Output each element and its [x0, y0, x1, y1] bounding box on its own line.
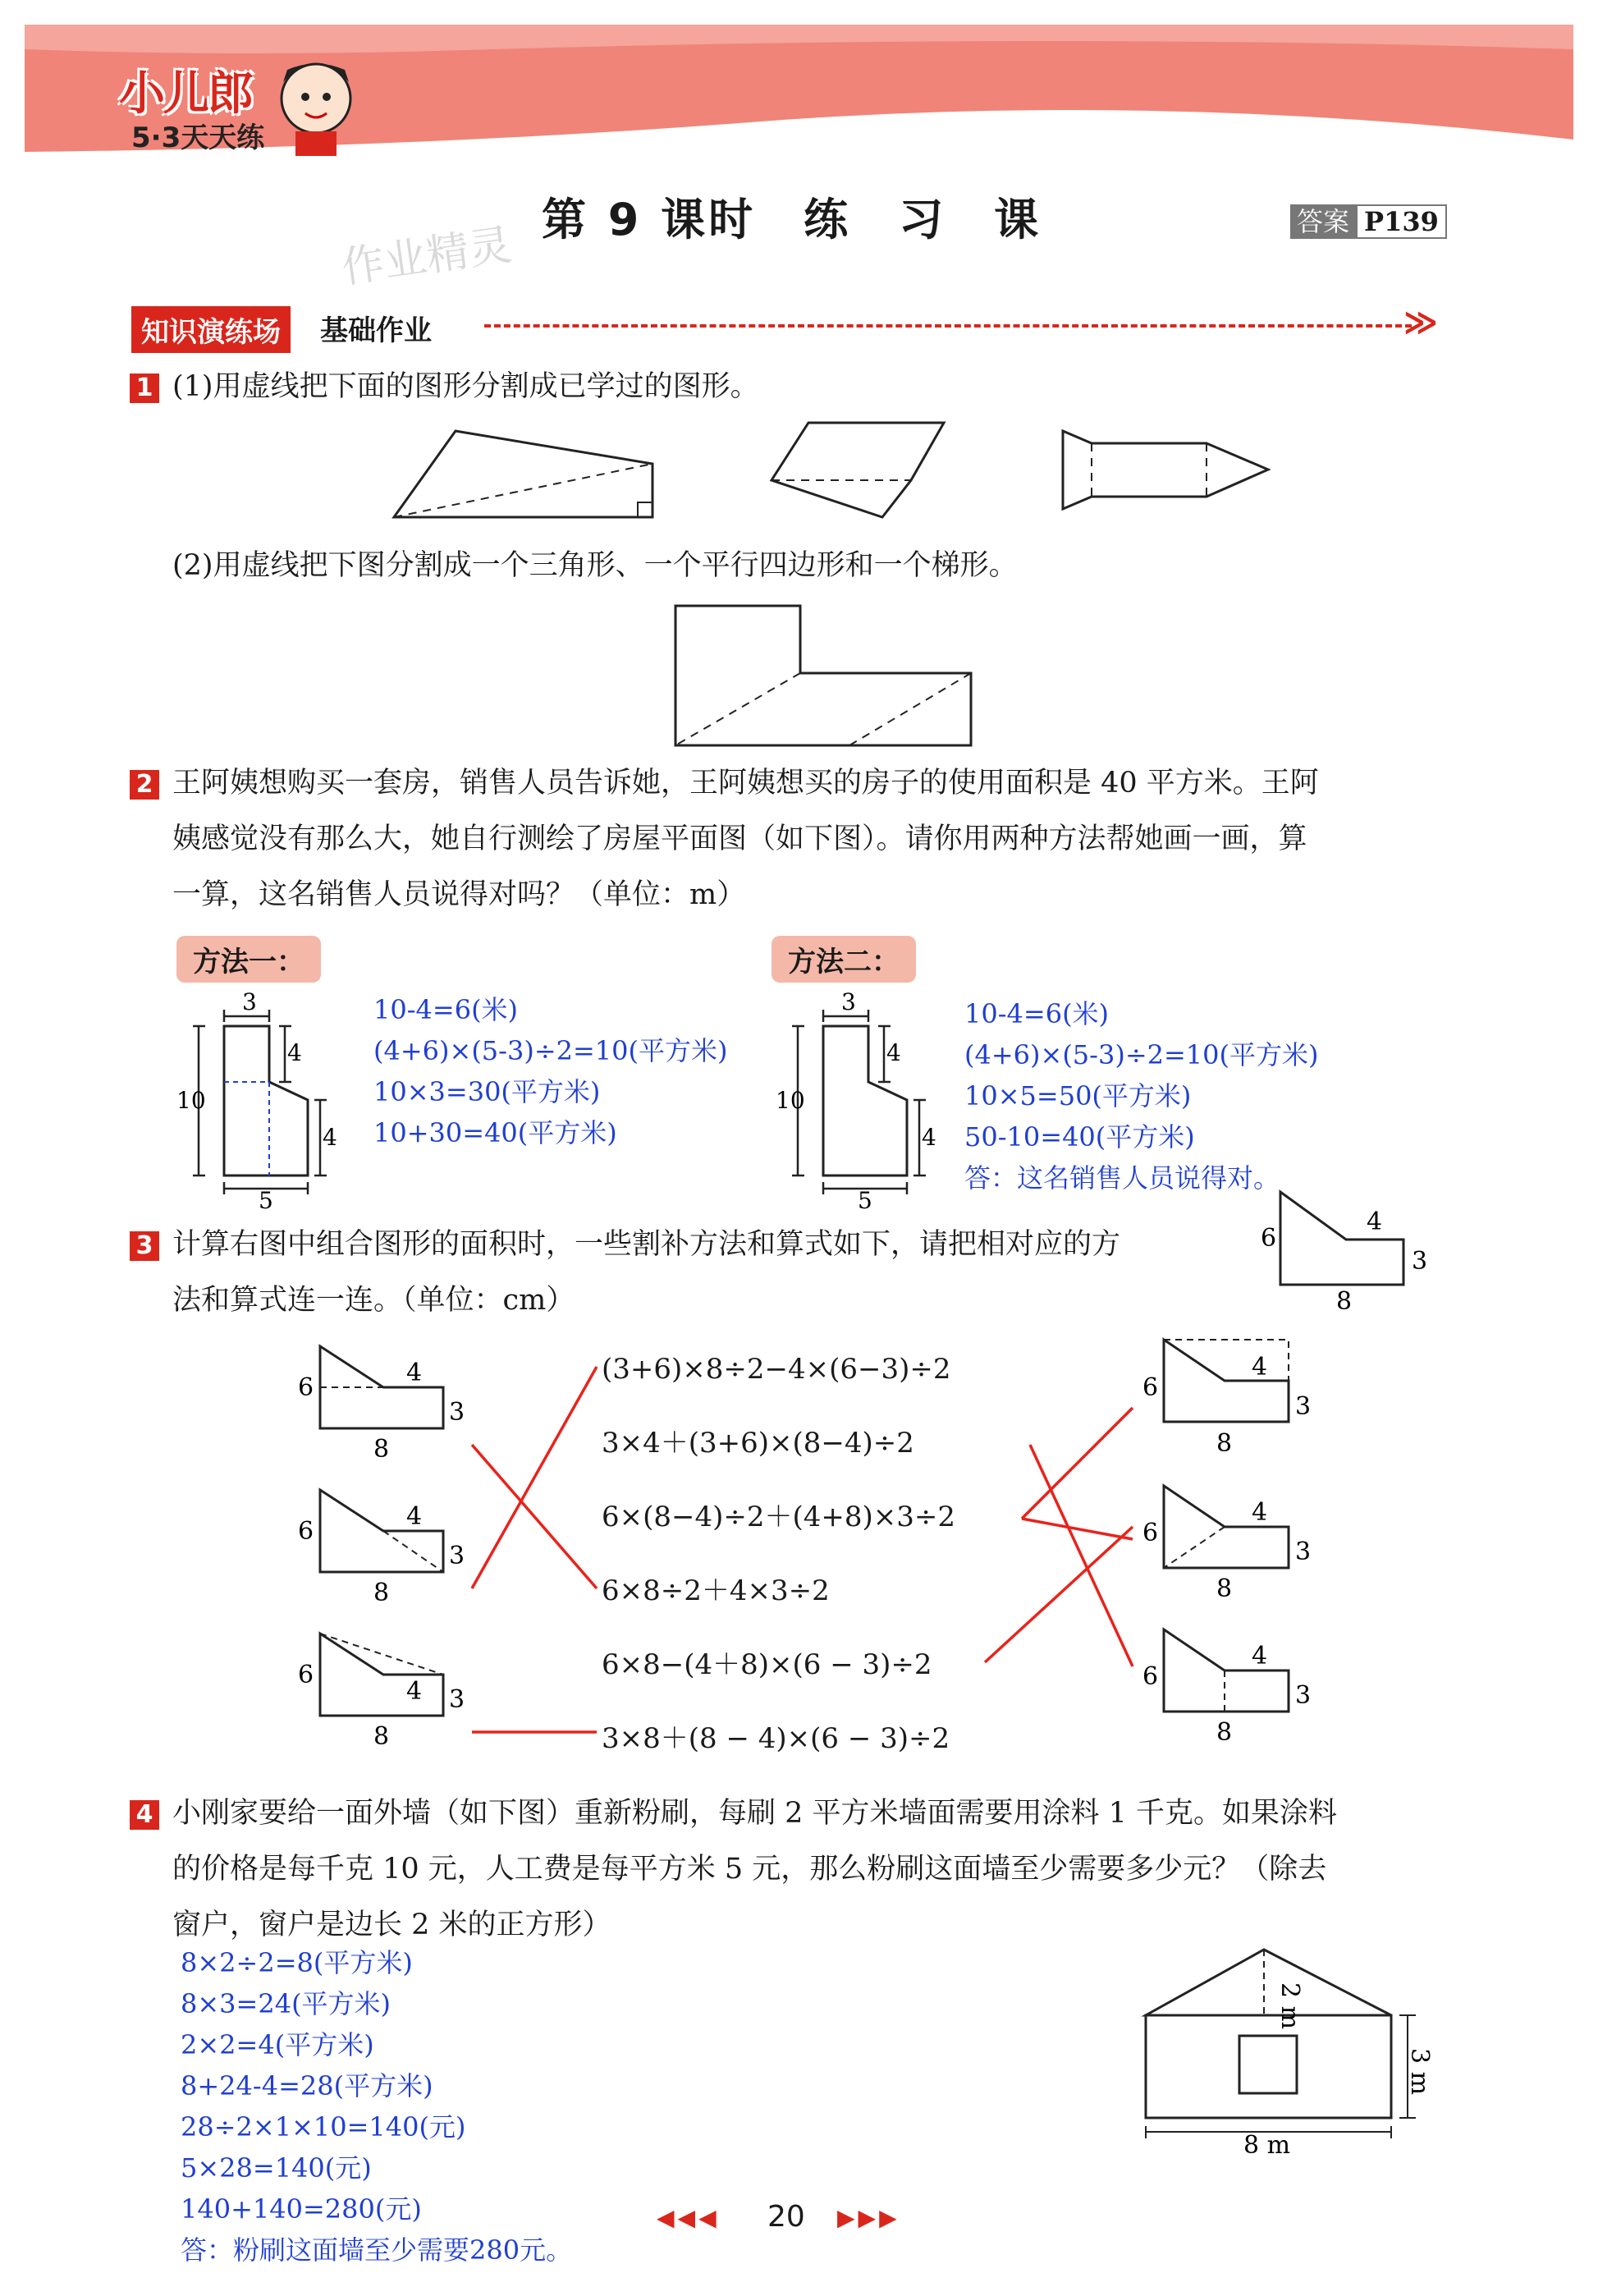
section-subtitle: 基础作业: [320, 314, 432, 347]
q3-l1-dim-top: 4: [406, 1359, 423, 1387]
method2-label: 方法二：: [772, 936, 916, 983]
q3-l3-dim-bottom: 8: [373, 1722, 390, 1751]
q3-ref-dim-bottom: 8: [1336, 1287, 1353, 1313]
page-prev-arrows-icon: ◀◀◀: [657, 2204, 720, 2231]
section-label: 知识演练场: [131, 306, 291, 353]
method1-label: 方法一：: [176, 936, 321, 983]
question-number-2: 2: [130, 770, 159, 800]
q4-step-5: 28÷2×1×10=140(元): [181, 2111, 466, 2142]
q1-shape-pentagon: [772, 423, 944, 517]
q4-line-1: 小刚家要给一面外墙（如下图）重新粉刷，每刷 2 平方米墙面需要用涂料 1 千克。如果涂料: [172, 1797, 1338, 1830]
q3-l3-dim-left: 6: [298, 1661, 314, 1689]
match-line-r2: [1022, 1519, 1133, 1539]
q3-formula-5: 6×8−(4＋8)×(6 − 3)÷2: [602, 1648, 932, 1681]
q2-dim2-bottom: 5: [858, 1187, 872, 1211]
q1-part1-text: (1)用虚线把下面的图形分割成已学过的图形。: [172, 370, 759, 403]
mascot-icon: [282, 64, 350, 133]
q2-dim-upper-right: 4: [287, 1039, 302, 1066]
q3-r1-dim-top: 4: [1252, 1353, 1268, 1382]
q1-shape-arrow: [1063, 431, 1268, 509]
q2-line-1: 王阿姨想购买一套房，销售人员告诉她，王阿姨想买的房子的使用面积是 40 平方米。王阿: [172, 767, 1319, 800]
q3-l1-dim-right: 3: [449, 1398, 465, 1427]
q4-step-7: 140+140=280(元): [181, 2193, 422, 2225]
page-next-arrows-icon: ▶▶▶: [837, 2204, 900, 2231]
q3-formula-4: 6×8÷2＋4×3÷2: [602, 1574, 830, 1607]
q2-line-3: 一算，这名销售人员说得对吗？（单位：m）: [172, 878, 746, 911]
method1-step-2: (4+6)×(5-3)÷2=10(平方米): [373, 1035, 728, 1066]
q4-step-1: 8×2÷2=8(平方米): [181, 1947, 413, 1978]
match-line-l2: [472, 1367, 597, 1588]
q3-r2-dim-top: 4: [1252, 1498, 1268, 1527]
q3-formula-2: 3×4＋(3+6)×(8−4)÷2: [602, 1427, 914, 1460]
q3-l3-dim-top: 4: [406, 1677, 423, 1706]
match-line-r4: [985, 1527, 1133, 1662]
q1-shape-trapezoid: [394, 431, 652, 517]
section-arrow-icon: ≫: [1403, 304, 1438, 341]
q3-r1-dim-right: 3: [1295, 1392, 1312, 1421]
q2-dim-height: 10: [176, 1087, 206, 1114]
answer-reference: [1290, 201, 1447, 239]
q2-dim2-lower-right: 4: [922, 1124, 936, 1151]
method2-work: [964, 993, 1319, 1198]
q2-dim-top: 3: [242, 988, 257, 1015]
q2-floorplan-1: [176, 985, 369, 1211]
match-line-l1: [472, 1445, 597, 1588]
page-title: 第 9 课时 练 习 课: [542, 194, 1042, 245]
question-number-4: 4: [130, 1800, 159, 1830]
q3-r1-dim-left: 6: [1142, 1373, 1159, 1402]
q4-dim-wall: 3 m: [1405, 2048, 1434, 2096]
q3-r3-dim-top: 4: [1252, 1642, 1268, 1670]
q4-dim-base: 8 m: [1243, 2131, 1291, 2155]
method1-step-4: 10+30=40(平方米): [373, 1117, 617, 1148]
method2-answer: 答：这名销售人员说得对。: [964, 1162, 1280, 1194]
method1-step-1: 10-4=6(米): [373, 994, 519, 1025]
q3-ref-dim-right: 3: [1412, 1247, 1428, 1276]
method2-step-2: (4+6)×(5-3)÷2=10(平方米): [964, 1039, 1319, 1070]
method1-work: [373, 989, 728, 1153]
q3-r2-dim-right: 3: [1295, 1538, 1312, 1566]
q1-part2-text: (2)用虚线把下图分割成一个三角形、一个平行四边形和一个梯形。: [172, 549, 1018, 582]
q3-l1-dim-bottom: 8: [373, 1435, 390, 1464]
q4-line-2: 的价格是每千克 10 元，人工费是每平方米 5 元，那么粉刷这面墙至少需要多少元？（除去: [172, 1853, 1327, 1886]
q3-ref-dim-top: 4: [1367, 1208, 1383, 1236]
q2-floorplan-2: [776, 985, 968, 1211]
method1-step-3: 10×3=30(平方米): [373, 1076, 601, 1107]
q3-line-1: 计算右图中组合图形的面积时，一些割补方法和算式如下，请把相对应的方: [172, 1228, 1121, 1261]
q2-dim-lower-right: 4: [323, 1124, 337, 1151]
q3-left-shapes: [291, 1338, 488, 1765]
answer-page: P139: [1356, 204, 1447, 239]
q3-l2-dim-top: 4: [406, 1502, 423, 1531]
q3-l3-dim-right: 3: [449, 1685, 465, 1714]
answer-label: 答案: [1290, 204, 1356, 239]
match-line-r1: [1022, 1408, 1133, 1519]
q3-reference-shape: [1256, 1182, 1445, 1313]
q3-l2-dim-left: 6: [298, 1517, 314, 1546]
q2-dim2-height: 10: [776, 1087, 805, 1114]
question-number-3: 3: [130, 1231, 159, 1261]
watermark: 作业精灵: [338, 220, 515, 294]
q4-step-4: 8+24-4=28(平方米): [181, 2070, 433, 2101]
q3-line-2: 法和算式连一连。（单位：cm）: [172, 1284, 575, 1317]
q2-dim-bottom: 5: [259, 1187, 273, 1211]
q3-r2-dim-left: 6: [1142, 1519, 1159, 1547]
q3-formula-1: (3+6)×8÷2−4×(6−3)÷2: [602, 1353, 951, 1386]
q3-l2-dim-right: 3: [449, 1542, 465, 1570]
brand-logo: 小儿郎: [119, 67, 252, 121]
method2-step-4: 50-10=40(平方米): [964, 1121, 1195, 1153]
q3-r2-dim-bottom: 8: [1216, 1574, 1233, 1603]
q4-answer: 答：粉刷这面墙至少需要280元。: [181, 2234, 573, 2266]
q4-text: [172, 1785, 1436, 1953]
method2-step-1: 10-4=6(米): [964, 998, 1110, 1029]
q1-composite-shape: [669, 599, 981, 751]
q3-r3-dim-right: 3: [1295, 1681, 1312, 1710]
method2-step-3: 10×5=50(平方米): [964, 1080, 1192, 1111]
q3-formula-list: [602, 1332, 955, 1776]
q2-dim2-top: 3: [841, 988, 856, 1015]
section-divider: [484, 324, 1412, 328]
q3-l1-dim-left: 6: [298, 1373, 314, 1402]
q4-dim-roof: 2 m: [1275, 1982, 1304, 2030]
q2-line-2: 姨感觉没有那么大，她自行测绘了房屋平面图（如下图）。请你用两种方法帮她画一画，算: [172, 823, 1307, 855]
q4-step-6: 5×28=140(元): [181, 2152, 372, 2184]
q2-text: [172, 755, 1436, 923]
q1-shapes: [386, 419, 1289, 534]
q4-work: [181, 1942, 572, 2271]
match-line-r3: [1030, 1445, 1133, 1666]
question-number-1: 1: [130, 374, 159, 403]
q3-r3-dim-bottom: 8: [1216, 1718, 1233, 1747]
q3-text: [172, 1217, 1272, 1328]
q3-l2-dim-bottom: 8: [373, 1579, 390, 1607]
q3-r1-dim-bottom: 8: [1216, 1429, 1233, 1458]
q4-wall-diagram: [1133, 1941, 1436, 2155]
q4-step-3: 2×2=4(平方米): [181, 2029, 374, 2060]
q3-r3-dim-left: 6: [1142, 1662, 1159, 1691]
q3-ref-dim-left: 6: [1261, 1224, 1277, 1253]
q4-line-3: 窗户，窗户是边长 2 米的正方形）: [172, 1909, 611, 1941]
page-number: 20: [767, 2200, 805, 2234]
q3-formula-3: 6×(8−4)÷2＋(4+8)×3÷2: [602, 1501, 956, 1533]
q3-formula-6: 3×8＋(8 − 4)×(6 − 3)÷2: [602, 1722, 950, 1755]
q3-right-shapes: [1133, 1330, 1330, 1761]
brand-subtitle: 5·3天天练: [131, 121, 265, 154]
q2-dim2-upper-right: 4: [886, 1039, 901, 1066]
q4-step-2: 8×3=24(平方米): [181, 1988, 391, 2019]
